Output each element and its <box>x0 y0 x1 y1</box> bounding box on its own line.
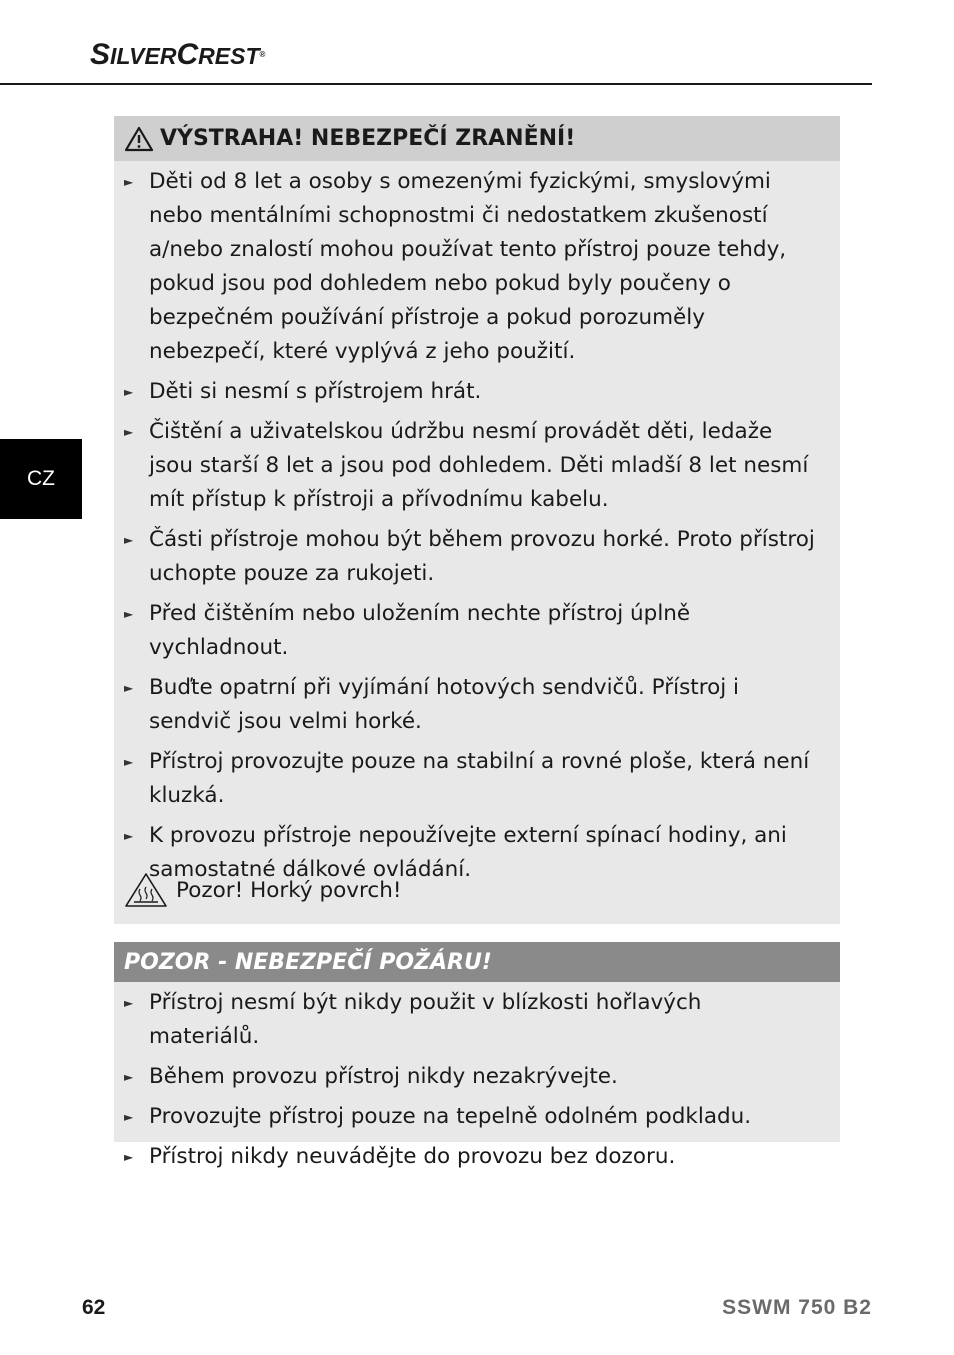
bullet-arrow-icon: ► <box>124 533 134 547</box>
list-item: ► Části přístroje mohou být během provozu horké. Proto přístroj uchopte pouze za rukojeti. <box>114 523 840 591</box>
list-item: ► Provozujte přístroj pouze na tepelně odolném podkladu. <box>114 1100 840 1134</box>
bullet-arrow-icon: ► <box>124 607 134 621</box>
brand-logo: SILVERCREST® <box>90 38 266 71</box>
warning-list <box>114 161 840 887</box>
model-number: SSWM 750 B2 <box>722 1296 872 1319</box>
hot-surface-icon <box>124 872 168 908</box>
header-rule <box>0 83 872 85</box>
hot-surface-note <box>124 872 401 908</box>
list-item: ► Děti si nesmí s přístrojem hrát. <box>114 375 840 409</box>
fire-warning-list <box>114 982 840 1174</box>
list-item: ► K provozu přístroje nepoužívejte externí spínací hodiny, ani samostatné dálkové ovládání. <box>114 819 840 887</box>
warning-triangle-icon <box>124 126 154 152</box>
list-item: ► Přístroj nesmí být nikdy použit v blízkosti hořlavých materiálů. <box>114 986 840 1054</box>
warning-box-title: VÝSTRAHA! NEBEZPEČÍ ZRANĚNÍ! <box>160 126 576 151</box>
fire-warning-header <box>114 942 840 982</box>
list-item: ► Přístroj provozujte pouze na stabilní a rovné ploše, která není kluzká. <box>114 745 840 813</box>
list-item: ► Během provozu přístroj nikdy nezakrývejte. <box>114 1060 840 1094</box>
list-item: ► Čištění a uživatelskou údržbu nesmí provádět děti, ledaže jsou starší 8 let a jsou pod dohledem. Děti mladší 8 let nesmí mít přístup k přístroji a přívodnímu kabelu. <box>114 415 840 517</box>
list-item: ► Před čištěním nebo uložením nechte přístroj úplně vychladnout. <box>114 597 840 665</box>
language-tab-label: CZ <box>27 467 55 490</box>
page-number: 62 <box>82 1296 106 1319</box>
fire-warning-title: POZOR - NEBEZPEČÍ POŽÁRU! <box>124 949 492 975</box>
bullet-arrow-icon: ► <box>124 425 134 439</box>
bullet-arrow-icon: ► <box>124 385 134 399</box>
warning-box <box>114 116 840 924</box>
list-item: ► Přístroj nikdy neuvádějte do provozu bez dozoru. <box>114 1140 840 1174</box>
bullet-arrow-icon: ► <box>124 1110 134 1124</box>
bullet-arrow-icon: ► <box>124 1070 134 1084</box>
warning-box-header <box>114 116 840 161</box>
list-item: ► Buďte opatrní při vyjímání hotových sendvičů. Přístroj i sendvič jsou velmi horké. <box>114 671 840 739</box>
language-tab <box>0 439 82 519</box>
bullet-arrow-icon: ► <box>124 755 134 769</box>
list-item: ► Děti od 8 let a osoby s omezenými fyzickými, smyslovými nebo mentálními schopnostmi či nedostatkem zkušeností a/nebo znalostí mohou používat tento přístroj pouze tehdy, pokud jsou pod dohledem nebo pokud byly poučeny o bezpečném používání přístroje a pokud porozuměly nebezpečí, které vyplývá z jeho použití. <box>114 165 840 369</box>
bullet-arrow-icon: ► <box>124 1150 134 1164</box>
bullet-arrow-icon: ► <box>124 681 134 695</box>
bullet-arrow-icon: ► <box>124 175 134 189</box>
fire-warning-box <box>114 942 840 1169</box>
bullet-arrow-icon: ► <box>124 829 134 843</box>
bullet-arrow-icon: ► <box>124 996 134 1010</box>
hot-surface-label: Pozor! Horký povrch! <box>176 877 402 903</box>
